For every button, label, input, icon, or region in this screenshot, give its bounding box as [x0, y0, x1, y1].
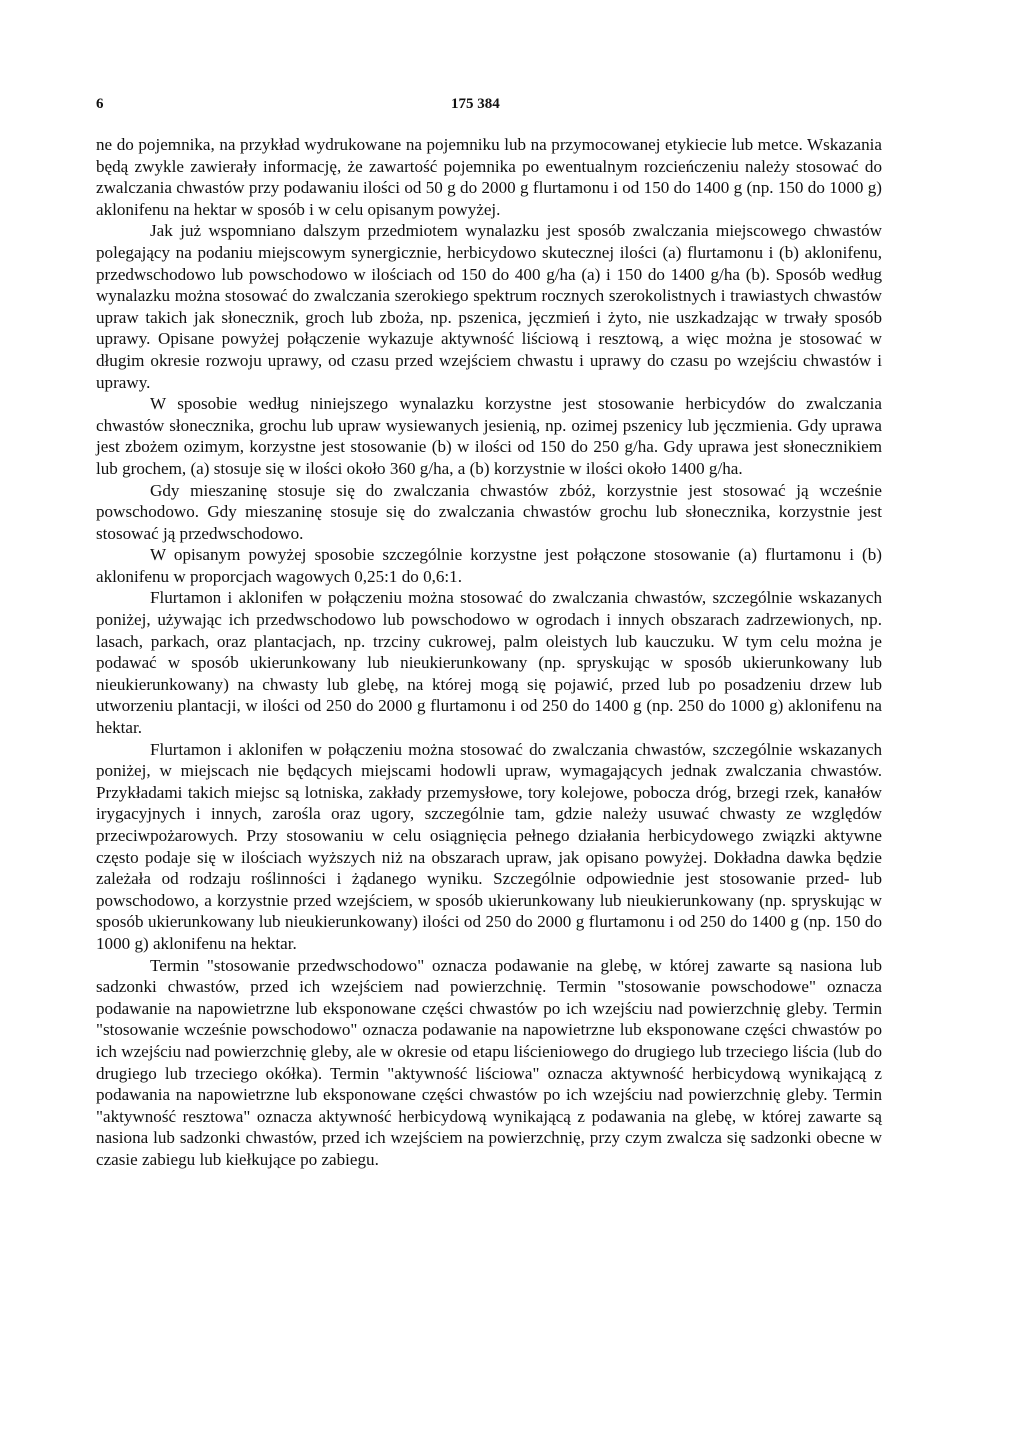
- document-body: [96, 134, 882, 1171]
- paragraph: W opisanym powyżej sposobie szczególnie korzystne jest połączone stosowanie (a) flurtamonu i (b) aklonifenu w proporcjach wagowych 0,25:1 do 0,6:1.: [96, 545, 882, 586]
- paragraph: W sposobie według niniejszego wynalazku korzystne jest stosowanie herbicydów do zwalczania chwastów słonecznika, grochu lub upraw wysiewanych jesienią, np. ozimej pszenicy lub jęczmienia. Gdy uprawa jest zbożem ozimym, korzystne jest stosowanie (b) w ilości od 150 do 250 g/ha. Gdy uprawa jest słonecznikiem lub grochem, (a) stosuje się w ilości około 360 g/ha, a (b) korzystnie w ilości około 1400 g/ha.: [96, 394, 882, 478]
- paragraph: Flurtamon i aklonifen w połączeniu można stosować do zwalczania chwastów, szczególnie wskazanych poniżej, w miejscach nie będących miejscami hodowli upraw, wymagających jednak zwalczania chwastów. Przykładami takich miejsc są lotniska, zakłady przemysłowe, tory kolejowe, pobocza dróg, brzegi rzek, kanałów irygacyjnych i innych, zarośla oraz ugory, szczególnie tam, gdzie należy usuwać chwasty ze względów przeciwpożarowych. Przy stosowaniu w celu osiągnięcia pełnego działania herbicydowego związki aktywne często podaje się w ilościach wyższych niż na obszarach upraw, jak opisano powyżej. Dokładna dawka będzie zależała od rodzaju roślinności i żądanego wyniku. Szczególnie odpowiednie jest stosowanie przed- lub powschodowo, a korzystnie przed wzejściem, w sposób ukierunkowany lub nieukierunkowany (np. spryskując w sposób ukierunkowany lub nieukierunkowany) ilości od 250 do 2000 g flurtamonu i od 250 do 1400 g (np. 150 do 1000 g) aklonifenu na hektar.: [96, 739, 882, 953]
- paragraph: Termin "stosowanie przedwschodowo" oznacza podawanie na glebę, w której zawarte są nasiona lub sadzonki chwastów, przed ich wzejściem nad powierzchnię. Termin "stosowanie powschodowe" oznacza podawanie na napowietrzne lub eksponowane części chwastów po ich wzejściu nad powierzchnię gleby. Termin "stosowanie wcześnie powschodowo" oznacza podawanie na napowietrzne lub eksponowane części chwastów po ich wzejściu nad powierzchnię gleby, ale w okresie od etapu liścieniowego do drugiego lub trzeciego liścia (lub do drugiego lub trzeciego okółka). Termin "aktywność liściowa" oznacza aktywność herbicydową wynikającą z podawania na napowietrzne lub eksponowane części chwastów po ich wzejściu nad powierzchnię gleby. Termin "aktywność resztowa" oznacza aktywność herbicydową wynikającą z podawania na glebę, w której zawarte są nasiona lub sadzonki chwastów, przed ich wzejściem na powierzchnię, przy czym zwalcza się sadzonki obecne w czasie zabiegu lub kiełkujące po zabiegu.: [96, 955, 882, 1169]
- paragraph: Jak już wspomniano dalszym przedmiotem wynalazku jest sposób zwalczania miejscowego chwastów polegający na podaniu miejscowym synergicznie, herbicydowo skutecznej ilości (a) flurtamonu i (b) aklonifenu, przedwschodowo lub powschodowo w ilościach od 150 do 400 g/ha (a) i 150 do 1400 g/ha (b). Sposób według wynalazku można stosować do zwalczania szerokiego spektrum rocznych szerokolistnych i trawiastych chwastów upraw takich jak słonecznik, groch lub zboża, np. pszenica, jęczmień i żyto, nie uszkadzając w trwały sposób uprawy. Opisane powyżej połączenie wykazuje aktywność liściową i resztową, a więc można je stosować w długim okresie rozwoju uprawy, od czasu przed wzejściem chwastu i uprawy do czasu po wzejściu chwastów i uprawy.: [96, 221, 882, 392]
- paragraph-continuation: ne do pojemnika, na przykład wydrukowane na pojemniku lub na przymocowanej etykiecie lub metce. Wskazania będą zwykle zawierały informację, że zawartość pojemnika po ewentualnym rozcieńczeniu należy stosować do zwalczania chwastów przy podawaniu ilości od 50 g do 2000 g flurtamonu i od 150 do 1400 g (np. 150 do 1000 g) aklonifenu na hektar w sposób i w celu opisanym powyżej.: [96, 135, 882, 219]
- paragraph: Flurtamon i aklonifen w połączeniu można stosować do zwalczania chwastów, szczególnie wskazanych poniżej, używając ich przedwschodowo lub powschodowo w ogrodach i innych obszarach zadrzewionych, np. lasach, parkach, oraz plantacjach, np. trzciny cukrowej, palm oleistych lub kauczuku. W tym celu można je podawać w sposób ukierunkowany lub nieukierunkowany (np. spryskując w sposób ukierunkowany lub nieukierunkowany) na chwasty lub glebę, na której mogą się pojawić, przed lub po posadzeniu drzew lub utworzeniu plantacji, w ilości od 250 do 2000 g flurtamonu i od 250 do 1400 g (np. 250 do 1000 g) aklonifenu na hektar.: [96, 588, 882, 738]
- page-header: [96, 96, 908, 120]
- page-number: 6: [96, 96, 104, 112]
- paragraph: Gdy mieszaninę stosuje się do zwalczania chwastów zbóż, korzystnie jest stosować ją wcześnie powschodowo. Gdy mieszaninę stosuje się do zwalczania chwastów grochu lub słonecznika, korzystnie jest stosować ją przedwschodowo.: [96, 480, 882, 543]
- patent-number: 175 384: [451, 96, 500, 112]
